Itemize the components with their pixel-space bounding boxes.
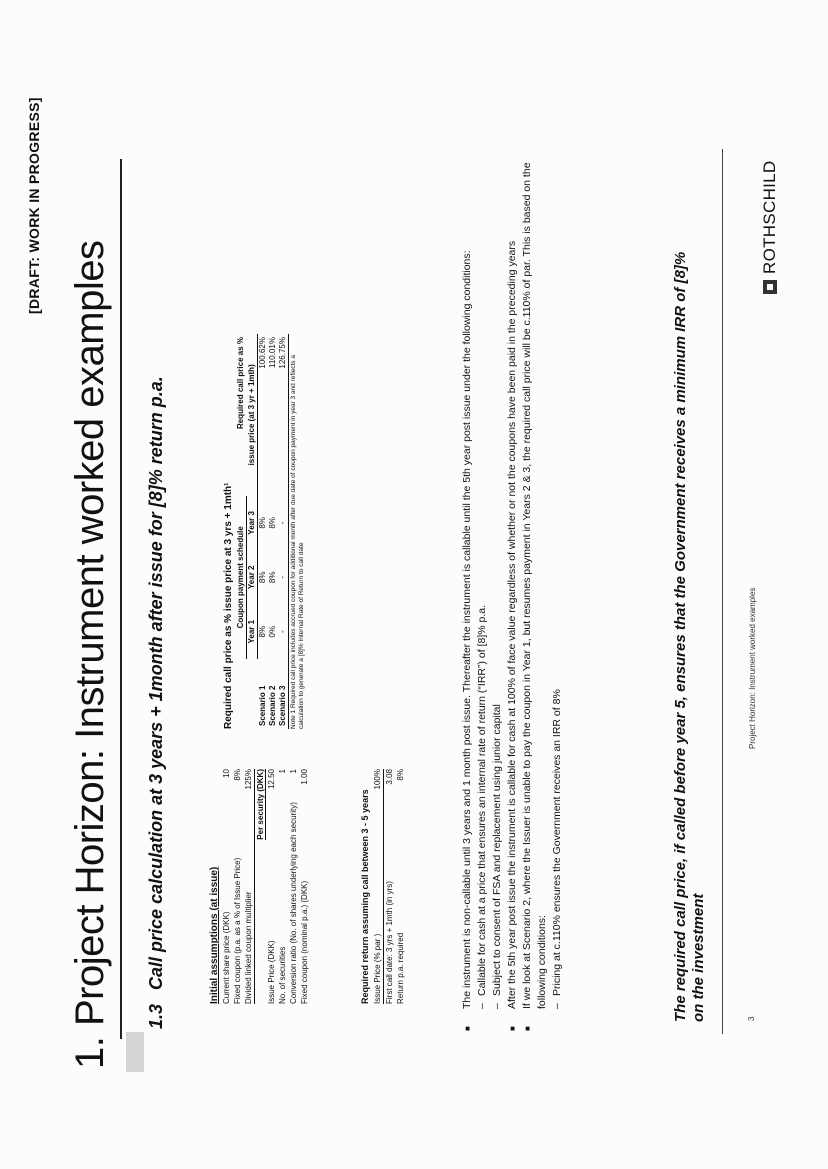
call-price-cell: 100.62% — [258, 337, 267, 369]
dash-item: – Subject to consent of FSA and replacement using junior capital — [490, 139, 505, 1039]
assumption-value: 12.50 — [267, 769, 276, 790]
return-label: First call date: 3 yrs + 1mth (in yrs) — [385, 881, 394, 1004]
assumption-label: No. of securities — [278, 946, 287, 1004]
assumption-value: 125% — [244, 769, 253, 790]
table-header-row — [236, 334, 247, 729]
return-value: 8% — [396, 769, 405, 781]
conclusion-statement: The required call price, if called before year 5, ensures that the Government receives a minimum IRR of [8]% on the investment — [672, 251, 707, 1022]
required-return-heading: Required return assuming call between 3 - 5 years — [360, 789, 370, 1004]
col-header-year2: Year 2 — [247, 550, 258, 604]
initial-assumptions-heading: Initial assumptions (at issue) — [209, 866, 220, 1004]
assumption-value: 1 — [289, 769, 298, 774]
footer-doc-name: Project Horizon: Instrument worked examples — [748, 587, 757, 749]
coupon-cell: 8% — [268, 517, 277, 529]
table-footnote: Note 1 Required call price includes accrued coupon for additional month after due date of coupon payment in year 3 and reflects a calculation to generate a [8]% Internal Rate of Return to call date — [290, 355, 305, 729]
footer-divider — [722, 149, 723, 1034]
assumption-row — [266, 769, 277, 1004]
required-return-table — [360, 769, 406, 1004]
decorative-bar — [126, 1032, 144, 1072]
call-price-heading: Required call price as % issue price at 3 yrs + 1mth¹ — [223, 482, 234, 729]
initial-assumptions-table — [209, 769, 310, 1004]
assumption-row — [288, 769, 299, 1004]
required-price-header-2: issue price (at 3 yr + 1mth) — [247, 334, 258, 496]
call-price-cell: 110.01% — [268, 337, 277, 368]
return-label: Issue Price (% par ) — [373, 933, 382, 1004]
table-row — [268, 334, 278, 729]
assumption-value: 10 — [222, 769, 231, 778]
return-row — [372, 769, 384, 1004]
assumption-value: 1.00 — [300, 769, 309, 785]
assumption-row — [232, 769, 243, 1004]
dash-item: – Pricing at c.110% ensures the Government receives an IRR of 8% — [550, 139, 565, 1039]
rothschild-logo — [760, 160, 780, 294]
call-price-cell: 126.75% — [278, 334, 289, 496]
bullet-item: ■ The instrument is non-callable until 3 years and 1 month post issue. Thereafter the instrument is callable until the 5th year post issue under the following conditions: — [460, 139, 475, 1039]
section-subtitle — [146, 376, 167, 1029]
coupon-cell: - — [278, 605, 289, 659]
assumption-value: 1 — [278, 769, 287, 774]
draft-label: [DRAFT: WORK IN PROGRESS] — [26, 97, 42, 314]
return-row — [384, 769, 395, 1004]
blank-cell — [247, 659, 258, 729]
col-header-year1: Year 1 — [247, 605, 258, 659]
call-price-table — [236, 334, 289, 729]
section-subtitle-text: Call price calculation at 3 years + 1month after issue for [8]% return p.a. — [146, 376, 166, 990]
coupon-cell: 8% — [258, 517, 267, 529]
scenario-label: Scenario 1 — [257, 685, 267, 726]
assumption-row — [277, 769, 288, 1004]
coupon-schedule-header: Coupon payment schedule — [236, 496, 247, 659]
table-row — [278, 334, 289, 729]
assumption-label: Issue Price (DKK) — [267, 940, 276, 1004]
title-divider — [120, 159, 122, 1039]
assumption-label: Divided linked coupon multiplier — [244, 891, 253, 1004]
coupon-cell: 0% — [268, 625, 277, 638]
coupon-cell: 8% — [268, 571, 277, 584]
table-row — [258, 334, 269, 729]
coupon-cell: 8% — [258, 571, 267, 584]
coupon-cell: - — [278, 550, 289, 604]
return-label: Return p.a. required — [396, 932, 405, 1004]
logo-text: ROTHSCHILD — [760, 160, 779, 274]
logo-mark-icon — [763, 280, 777, 294]
section-number: 1.3 — [146, 1003, 166, 1029]
coupon-cell: - — [278, 496, 289, 550]
assumption-row — [221, 769, 232, 1004]
bullet-item: ■ After the 5th year post issue the instrument is callable for cash at 100% of face value regardless of whether or not the coupons have been paid in the preceding years — [505, 139, 520, 1039]
assumption-row — [299, 769, 310, 1004]
assumption-label: Conversion ratio (No. of shares underlying each security) — [289, 802, 298, 1004]
assumption-value: 8% — [233, 769, 242, 781]
assumption-label: Fixed coupon (nominal p.a.) (DKK) — [300, 880, 309, 1004]
col-header-year3: Year 3 — [247, 496, 258, 550]
bullet-item: ■ If we look at Scenario 2, where the Issuer is unable to pay the coupon in Year 1, but resumes payment in Years 2 & 3, the required call price will be c.110% of par. This is based on the following conditions: — [520, 139, 550, 1039]
per-security-label: Per security (DKK) — [256, 769, 265, 840]
call-price-table-block — [224, 334, 305, 729]
assumption-label: Current share price (DKK) — [222, 911, 231, 1004]
assumption-label: Fixed coupon (p.a. as a % of Issue Price) — [233, 857, 242, 1004]
dash-item: – Callable for cash at a price that ensures an internal rate of return (“IRR”) of [8]% p.a. — [475, 139, 490, 1039]
table-subheader-row — [247, 334, 258, 729]
per-security-header — [255, 769, 266, 1004]
scenario-label: Scenario 2 — [268, 685, 277, 726]
bullet-list — [460, 139, 565, 1039]
page-title: 1. Project Horizon: Instrument worked examples — [68, 240, 112, 1069]
scenario-label: Scenario 3 — [278, 659, 289, 729]
return-value: 3.08 — [385, 769, 394, 785]
return-row — [395, 769, 406, 1004]
assumption-row — [243, 769, 255, 1004]
required-price-header-1: Required call price as % — [236, 337, 246, 430]
coupon-cell: 8% — [258, 625, 267, 638]
blank-cell — [236, 659, 247, 729]
page-number: 3 — [747, 1016, 756, 1021]
return-value: 100% — [373, 769, 382, 790]
